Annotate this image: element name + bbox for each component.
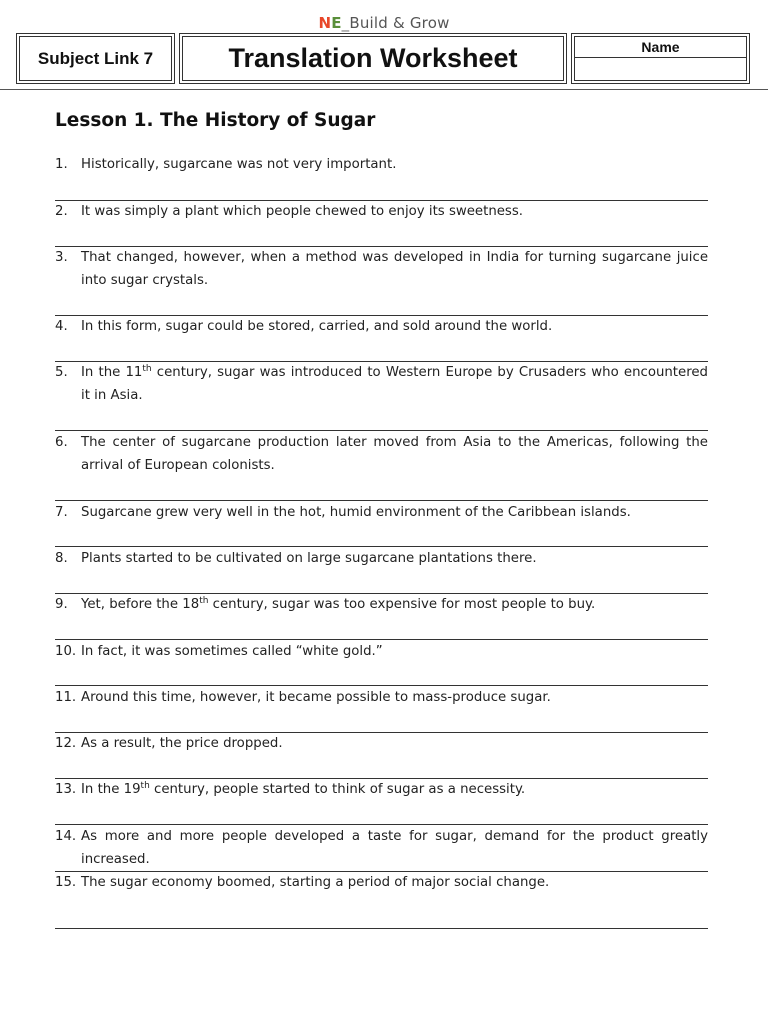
sentence-text <box>81 315 708 338</box>
sentence-text-part: The sugar economy boomed, starting a period of major social change. <box>81 875 550 890</box>
sentence-item <box>55 246 708 316</box>
sentence-text <box>81 686 708 709</box>
sentence-item <box>55 686 708 733</box>
ordinal-suffix: th <box>140 781 150 791</box>
sentence-number: 2. <box>55 204 68 219</box>
brand-logo-separator: _ <box>341 14 350 32</box>
sentence-item <box>55 547 708 594</box>
sentence-number: 3. <box>55 250 68 265</box>
sentence-text <box>81 593 708 616</box>
sentence-text-part: Yet, before the 18 <box>81 597 200 612</box>
sentence-item <box>55 431 708 501</box>
sentence-item <box>55 200 708 247</box>
sentence-text-part: As more and more people developed a taste for sugar, demand for the product greatly increased. <box>81 829 708 867</box>
sentence-text-part: Historically, sugarcane was not very important. <box>81 157 397 172</box>
sentence-text <box>81 431 708 477</box>
sentence-number: 11. <box>55 690 77 705</box>
sentence-number: 13. <box>55 782 77 797</box>
sentence-item <box>55 778 708 825</box>
sentence-item <box>55 361 708 431</box>
brand-logo-n: N <box>318 14 332 32</box>
sentence-item <box>55 593 708 640</box>
sentence-number: 1. <box>55 157 68 172</box>
sentence-item <box>55 153 708 201</box>
sentence-text-part: Sugarcane grew very well in the hot, humid environment of the Caribbean islands. <box>81 505 631 520</box>
sentence-text-part: century, sugar was too expensive for most people to buy. <box>208 597 596 612</box>
sentence-number: 12. <box>55 736 77 751</box>
sentence-text-part: century, people started to think of sugar as a necessity. <box>149 782 526 797</box>
sentence-item <box>55 640 708 686</box>
sentence-item <box>55 825 708 872</box>
subject-label: Subject Link 7 <box>37 48 154 68</box>
name-label: Name <box>575 37 746 58</box>
sentence-text-part: The center of sugarcane production later moved from Asia to the Americas, following the arrival of European colonists. <box>81 435 708 473</box>
sentence-number: 6. <box>55 435 68 450</box>
answer-line[interactable] <box>55 928 708 929</box>
sentence-text <box>81 153 708 176</box>
sentence-text-part: Around this time, however, it became possible to mass-produce sugar. <box>81 690 551 705</box>
brand-tagline: Build & Grow <box>349 14 450 32</box>
brand-logo-e: E <box>331 14 342 32</box>
sentence-text <box>81 501 708 524</box>
sentence-number: 9. <box>55 597 68 612</box>
lesson-title: Lesson 1. The History of Sugar <box>55 110 376 131</box>
sentence-number: 14. <box>55 829 77 844</box>
sentence-number: 7. <box>55 505 68 520</box>
sentence-text <box>81 200 708 223</box>
sentence-item <box>55 871 708 929</box>
ordinal-suffix: th <box>199 596 209 606</box>
sentence-text-part: In fact, it was sometimes called “white gold.” <box>81 644 383 659</box>
sentence-number: 4. <box>55 319 68 334</box>
worksheet-title: Translation Worksheet <box>228 43 518 73</box>
sentence-number: 8. <box>55 551 68 566</box>
sentence-text <box>81 246 708 292</box>
sentence-text-part: century, sugar was introduced to Western Europe by Crusaders who encountered it in Asia. <box>81 365 708 403</box>
sentence-text <box>81 547 708 570</box>
sentence-text <box>81 732 708 755</box>
sentence-item <box>55 315 708 362</box>
sentence-number: 5. <box>55 365 68 380</box>
sentence-text-part: In the 11 <box>81 365 143 380</box>
sentence-text-part: In the 19 <box>81 782 141 797</box>
sentence-text-part: It was simply a plant which people chewed to enjoy its sweetness. <box>81 204 524 219</box>
sentence-text-part: Plants started to be cultivated on large sugarcane plantations there. <box>81 551 537 566</box>
sentence-text-part: In this form, sugar could be stored, carried, and sold around the world. <box>81 319 553 334</box>
sentence-text-part: That changed, however, when a method was developed in India for turning sugarcane juice into sugar crystals. <box>81 250 708 288</box>
sentence-number: 15. <box>55 875 77 890</box>
sentence-text-part: As a result, the price dropped. <box>81 736 283 751</box>
sentence-text <box>81 825 708 871</box>
sentence-number: 10. <box>55 644 77 659</box>
sentence-text <box>81 778 708 801</box>
sentence-item <box>55 732 708 779</box>
ordinal-suffix: th <box>142 364 152 374</box>
sentence-text <box>81 361 708 407</box>
sentence-item <box>55 501 708 547</box>
sentence-text <box>81 640 708 663</box>
sentence-text <box>81 871 708 894</box>
